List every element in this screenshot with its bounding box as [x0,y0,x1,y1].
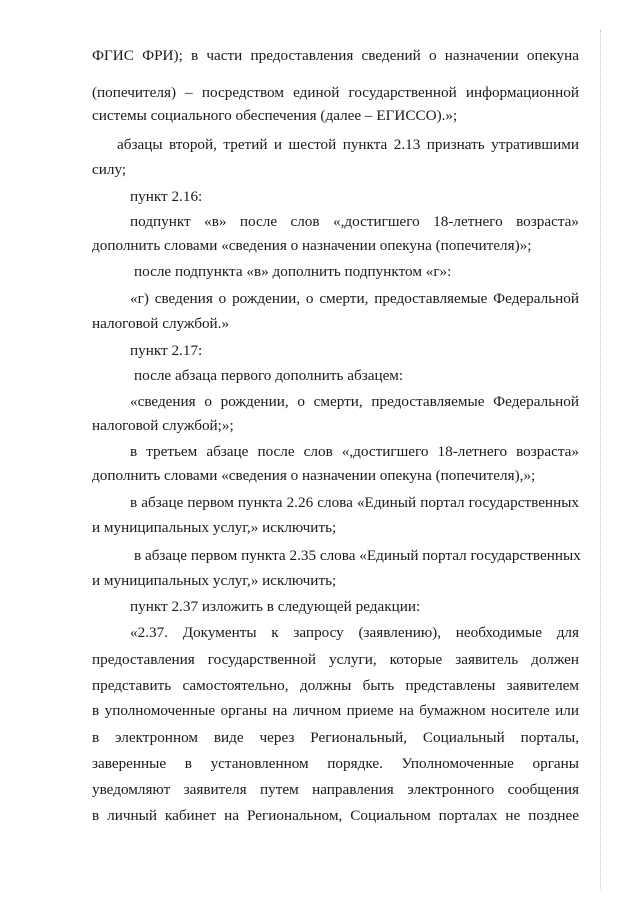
text-line: уведомляют заявителя путем направления электронного сообщения [92,781,579,798]
text-line: пункт 2.17: [130,342,203,359]
text-line: налоговой службой.» [92,315,230,332]
text-line: «сведения о рождении, о смерти, предоставляемые Федеральной [130,393,579,410]
text-line: системы социального обеспечения (далее – ЕГИССО).»; [92,107,458,124]
text-line: после абзаца первого дополнить абзацем: [134,367,404,384]
text-line: «г) сведения о рождении, о смерти, предоставляемые Федеральной [130,290,579,307]
text-line: «2.37. Документы к запросу (заявлению), необходимые для [130,624,579,641]
text-line: и муниципальных услуг,» исключить; [92,519,337,536]
text-line: предоставления государственной услуги, которые заявитель должен [92,651,579,668]
text-line: дополнить словами «сведения о назначении опекуна (попечителя)»; [92,237,532,254]
text-line: (попечителя) – посредством единой государственной информационной [92,84,579,101]
text-line: подпункт «в» после слов «,достигшего 18-летнего возраста» [130,213,579,230]
text-line: и муниципальных услуг,» исключить; [92,572,337,589]
text-line: силу; [92,161,127,178]
text-line: в абзаце первом пункта 2.35 слова «Единый портал государственных [134,547,581,564]
text-line: налоговой службой;»; [92,417,234,434]
text-line: ФГИС ФРИ); в части предоставления сведений о назначении опекуна [92,47,579,64]
text-line: в личный кабинет на Региональном, Социальном порталах не позднее [92,807,579,824]
text-line: пункт 2.16: [130,188,203,205]
text-line: в третьем абзаце после слов «,достигшего 18-летнего возраста» [130,443,579,460]
text-line: в уполномоченные органы на личном приеме на бумажном носителе или [92,702,579,719]
text-line: в абзаце первом пункта 2.26 слова «Единый портал государственных [130,494,579,511]
text-line: дополнить словами «сведения о назначении опекуна (попечителя),»; [92,467,536,484]
text-line: абзацы второй, третий и шестой пункта 2.13 признать утратившими [117,136,579,153]
text-line: после подпункта «в» дополнить подпунктом «г»: [134,263,452,280]
scan-edge-line [600,30,602,890]
text-line: в электронном виде через Региональный, Социальный порталы, [92,729,579,746]
text-line: пункт 2.37 изложить в следующей редакции: [130,598,421,615]
text-line: заверенные в установленном порядке. Уполномоченные органы [92,755,579,772]
text-line: представить самостоятельно, должны быть представлены заявителем [92,677,579,694]
